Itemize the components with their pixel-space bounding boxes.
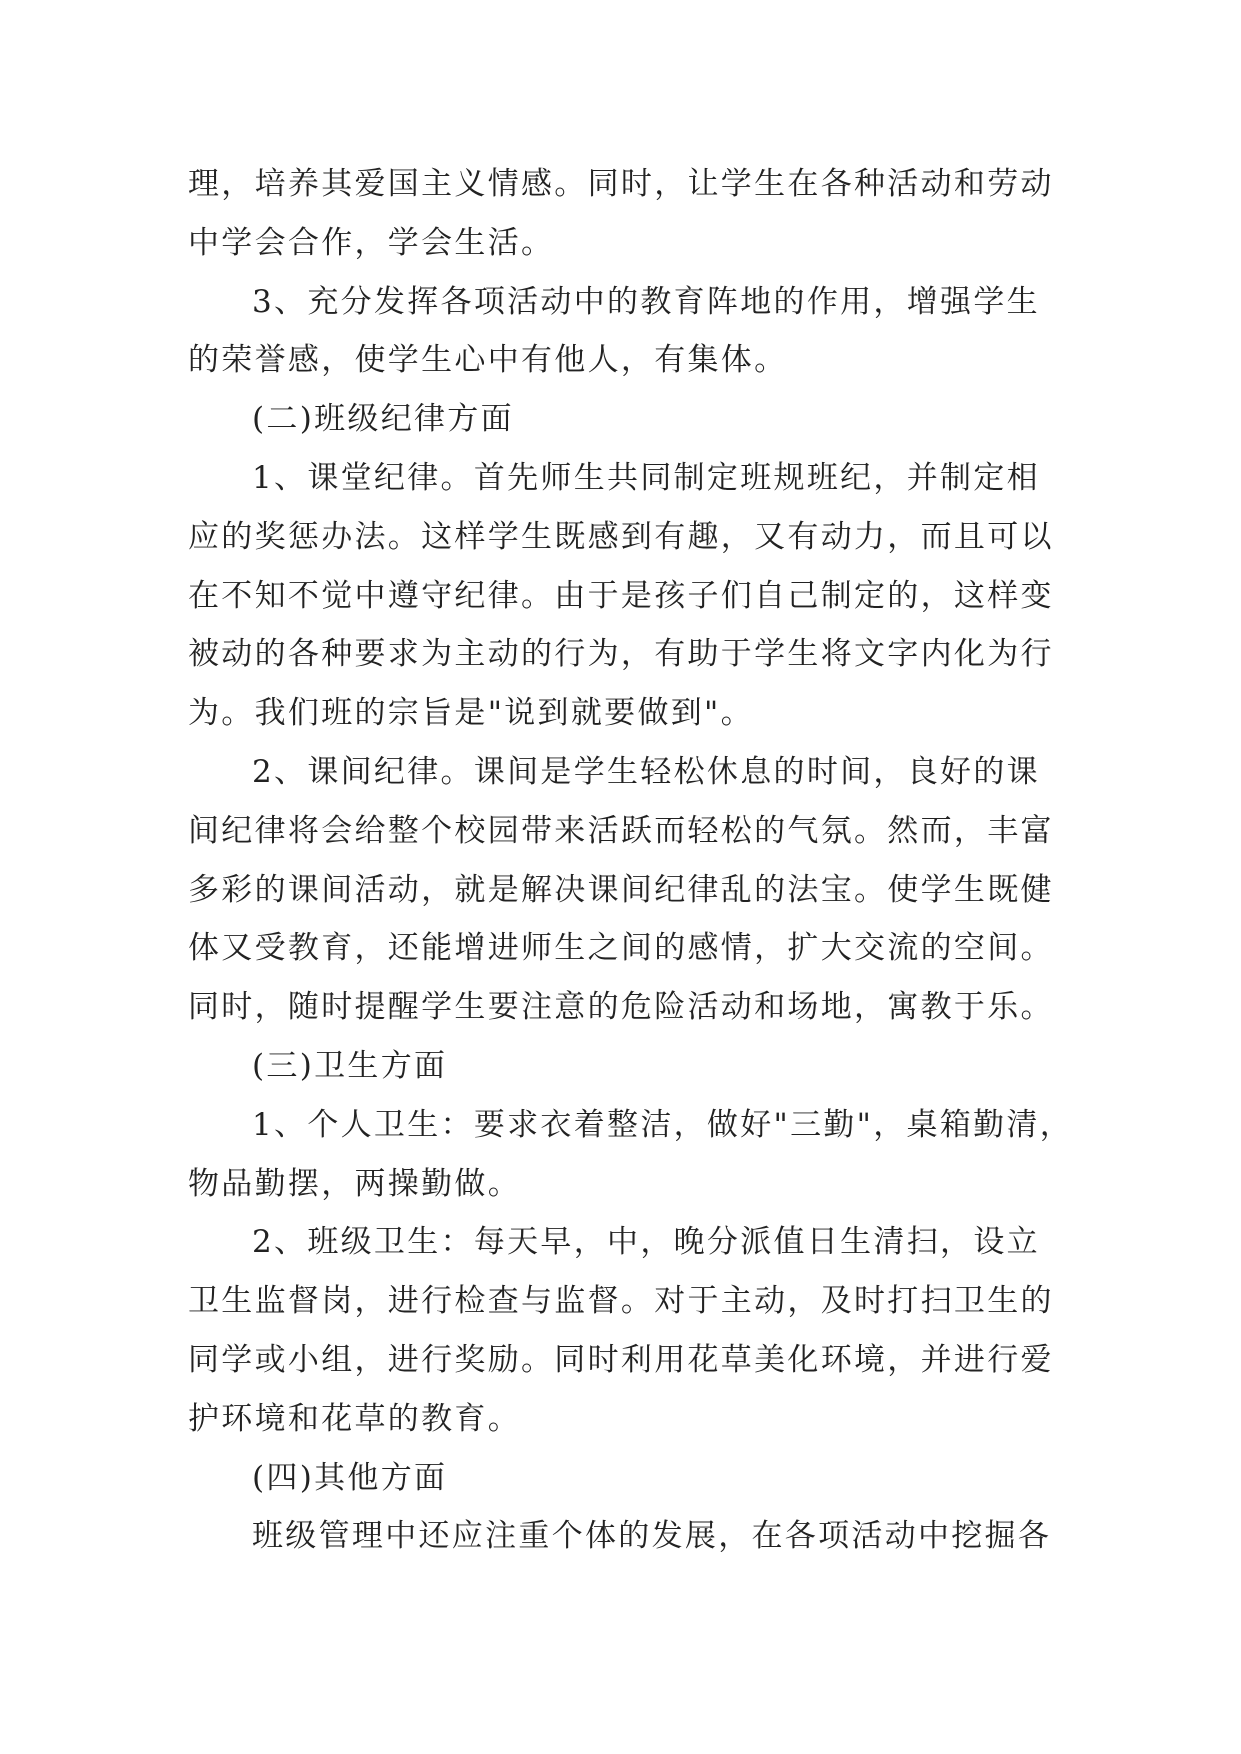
paragraph-start-line: 1、课堂纪律。首先师生共同制定班规班纪，并制定相 (252, 459, 1040, 496)
paragraph-start-line: 2、班级卫生：每天早，中，晚分派值日生清扫，设立 (252, 1224, 1040, 1261)
text-line: 同学或小组，进行奖励。同时利用花草美化环境，并进行爱 (188, 1341, 1054, 1378)
paragraph-start-line: 3、充分发挥各项活动中的教育阵地的作用，增强学生 (252, 283, 1040, 320)
text-line: 间纪律将会给整个校园带来活跃而轻松的气氛。然而，丰富 (188, 812, 1054, 849)
paragraph-start-line: 班级管理中还应注重个体的发展，在各项活动中挖掘各 (252, 1518, 1052, 1555)
text-line: 应的奖惩办法。这样学生既感到有趣，又有动力，而且可以 (188, 518, 1054, 555)
text-line: 的荣誉感，使学生心中有他人，有集体。 (188, 342, 788, 379)
text-line: 卫生监督岗，进行检查与监督。对于主动，及时打扫卫生的 (188, 1283, 1054, 1320)
text-line: 中学会合作，学会生活。 (188, 224, 555, 261)
paragraph-start-line: 2、课间纪律。课间是学生轻松休息的时间，良好的课 (252, 753, 1040, 790)
text-line: 为。我们班的宗旨是"说到就要做到"。 (188, 695, 754, 732)
body-text (188, 155, 1074, 1566)
text-line: 体又受教育，还能增进师生之间的感情，扩大交流的空间。 (188, 930, 1054, 967)
text-line: 理，培养其爱国主义情感。同时，让学生在各种活动和劳动 (188, 166, 1054, 202)
section-heading: (三)卫生方面 (252, 1047, 448, 1084)
text-line: 同时，随时提醒学生要注意的危险活动和场地，寓教于乐。 (188, 989, 1054, 1026)
text-line: 多彩的课间活动，就是解决课间纪律乱的法宝。使学生既健 (188, 871, 1054, 908)
text-line: 在不知不觉中遵守纪律。由于是孩子们自己制定的，这样变 (188, 577, 1054, 614)
paragraph-start-line: 1、个人卫生：要求衣着整洁，做好"三勤"，桌箱勤清， (252, 1106, 1074, 1143)
section-heading: (四)其他方面 (252, 1459, 448, 1496)
text-line: 物品勤摆，两操勤做。 (188, 1165, 521, 1202)
text-line: 被动的各种要求为主动的行为，有助于学生将文字内化为行 (188, 636, 1054, 673)
section-heading: (二)班级纪律方面 (252, 401, 514, 438)
text-line: 护环境和花草的教育。 (188, 1400, 521, 1437)
